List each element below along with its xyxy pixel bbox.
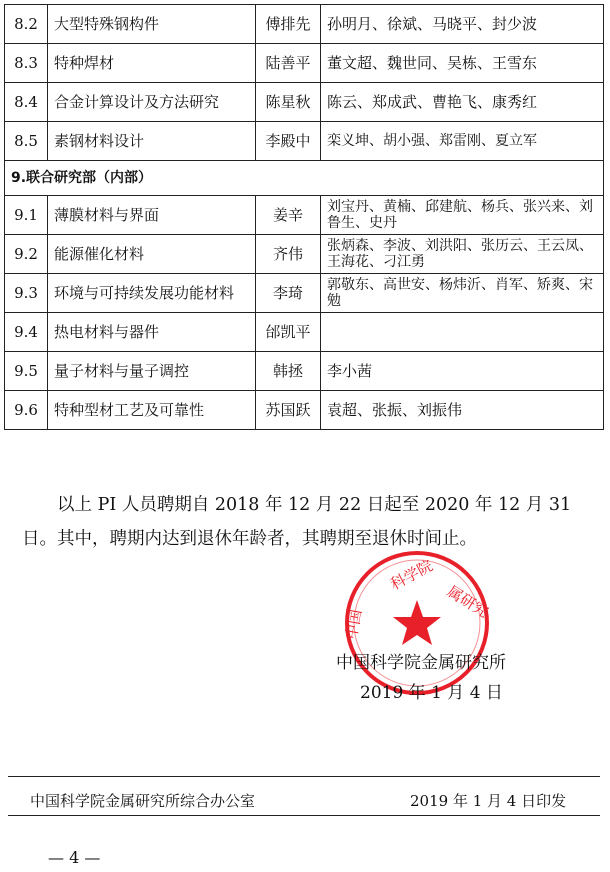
body-paragraph: 以上 PI 人员聘期自 2018 年 12 月 22 日起至 2020 年 12 月 31 日。其中，聘期内达到退休年龄者，其聘期至退休时间止。 bbox=[22, 495, 572, 549]
svg-text:科学院: 科学院 bbox=[387, 556, 436, 594]
table-row bbox=[5, 352, 604, 391]
table-row bbox=[5, 83, 604, 122]
section-title: 9.联合研究部（内部） bbox=[5, 161, 604, 196]
cell-lab-name: 素钢材料设计 bbox=[48, 122, 256, 161]
cell-number: 9.1 bbox=[5, 196, 48, 235]
table-row bbox=[5, 391, 604, 430]
section-header-row bbox=[5, 161, 604, 196]
cell-lab-name: 能源催化材料 bbox=[48, 235, 256, 274]
footer-issuer: 中国科学院金属研究所综合办公室 bbox=[30, 792, 256, 810]
cell-pi-name: 傅排先 bbox=[256, 5, 321, 44]
signature-date: 2019 年 1 月 4 日 bbox=[360, 683, 503, 703]
cell-members: 栾义坤、胡小强、郑雷刚、夏立军 bbox=[321, 122, 604, 161]
cell-members: 郭敬东、高世安、杨炜沂、肖军、矫爽、宋勉 bbox=[321, 274, 604, 313]
svg-text:中国: 中国 bbox=[342, 608, 366, 641]
cell-lab-name: 薄膜材料与界面 bbox=[48, 196, 256, 235]
signature-org: 中国科学院金属研究所 bbox=[336, 653, 506, 673]
cell-number: 8.4 bbox=[5, 83, 48, 122]
cell-number: 9.5 bbox=[5, 352, 48, 391]
cell-lab-name: 热电材料与器件 bbox=[48, 313, 256, 352]
cell-pi-name: 苏国跃 bbox=[256, 391, 321, 430]
cell-lab-name: 特种焊材 bbox=[48, 44, 256, 83]
cell-members: 董文超、魏世同、吴栋、王雪东 bbox=[321, 44, 604, 83]
star-icon bbox=[393, 600, 441, 645]
cell-number: 9.6 bbox=[5, 391, 48, 430]
cell-number: 9.4 bbox=[5, 313, 48, 352]
table-row bbox=[5, 122, 604, 161]
table-row bbox=[5, 313, 604, 352]
cell-pi-name: 韩拯 bbox=[256, 352, 321, 391]
cell-lab-name: 大型特殊钢构件 bbox=[48, 5, 256, 44]
cell-members: 袁超、张振、刘振伟 bbox=[321, 391, 604, 430]
cell-number: 8.2 bbox=[5, 5, 48, 44]
cell-pi-name: 邰凯平 bbox=[256, 313, 321, 352]
pi-table bbox=[4, 4, 604, 430]
cell-members: 李小茜 bbox=[321, 352, 604, 391]
cell-number: 8.5 bbox=[5, 122, 48, 161]
cell-number: 8.3 bbox=[5, 44, 48, 83]
footer-top-rule bbox=[8, 776, 600, 777]
table-row bbox=[5, 235, 604, 274]
cell-number: 9.2 bbox=[5, 235, 48, 274]
cell-members: 陈云、郑成武、曹艳飞、康秀红 bbox=[321, 83, 604, 122]
cell-pi-name: 姜辛 bbox=[256, 196, 321, 235]
cell-lab-name: 环境与可持续发展功能材料 bbox=[48, 274, 256, 313]
cell-pi-name: 齐伟 bbox=[256, 235, 321, 274]
cell-pi-name: 李琦 bbox=[256, 274, 321, 313]
footer-bottom-rule bbox=[8, 815, 600, 816]
table-row bbox=[5, 5, 604, 44]
cell-members: 孙明月、徐斌、马晓平、封少波 bbox=[321, 5, 604, 44]
cell-lab-name: 特种型材工艺及可靠性 bbox=[48, 391, 256, 430]
cell-pi-name: 李殿中 bbox=[256, 122, 321, 161]
cell-pi-name: 陆善平 bbox=[256, 44, 321, 83]
table-row bbox=[5, 196, 604, 235]
cell-members: 张炳森、李波、刘洪阳、张历云、王云凤、王海花、刁江勇 bbox=[321, 235, 604, 274]
official-seal bbox=[342, 548, 492, 698]
page-number: — 4 — bbox=[48, 848, 101, 867]
cell-members: 刘宝丹、黄楠、邱建航、杨兵、张兴来、刘鲁生、史丹 bbox=[321, 196, 604, 235]
cell-number: 9.3 bbox=[5, 274, 48, 313]
table-row bbox=[5, 274, 604, 313]
cell-pi-name: 陈星秋 bbox=[256, 83, 321, 122]
cell-lab-name: 量子材料与量子调控 bbox=[48, 352, 256, 391]
cell-lab-name: 合金计算设计及方法研究 bbox=[48, 83, 256, 122]
svg-text:属研究: 属研究 bbox=[443, 582, 492, 622]
footer-print-date: 2019 年 1 月 4 日印发 bbox=[410, 792, 567, 810]
cell-members bbox=[321, 313, 604, 352]
table-row bbox=[5, 44, 604, 83]
